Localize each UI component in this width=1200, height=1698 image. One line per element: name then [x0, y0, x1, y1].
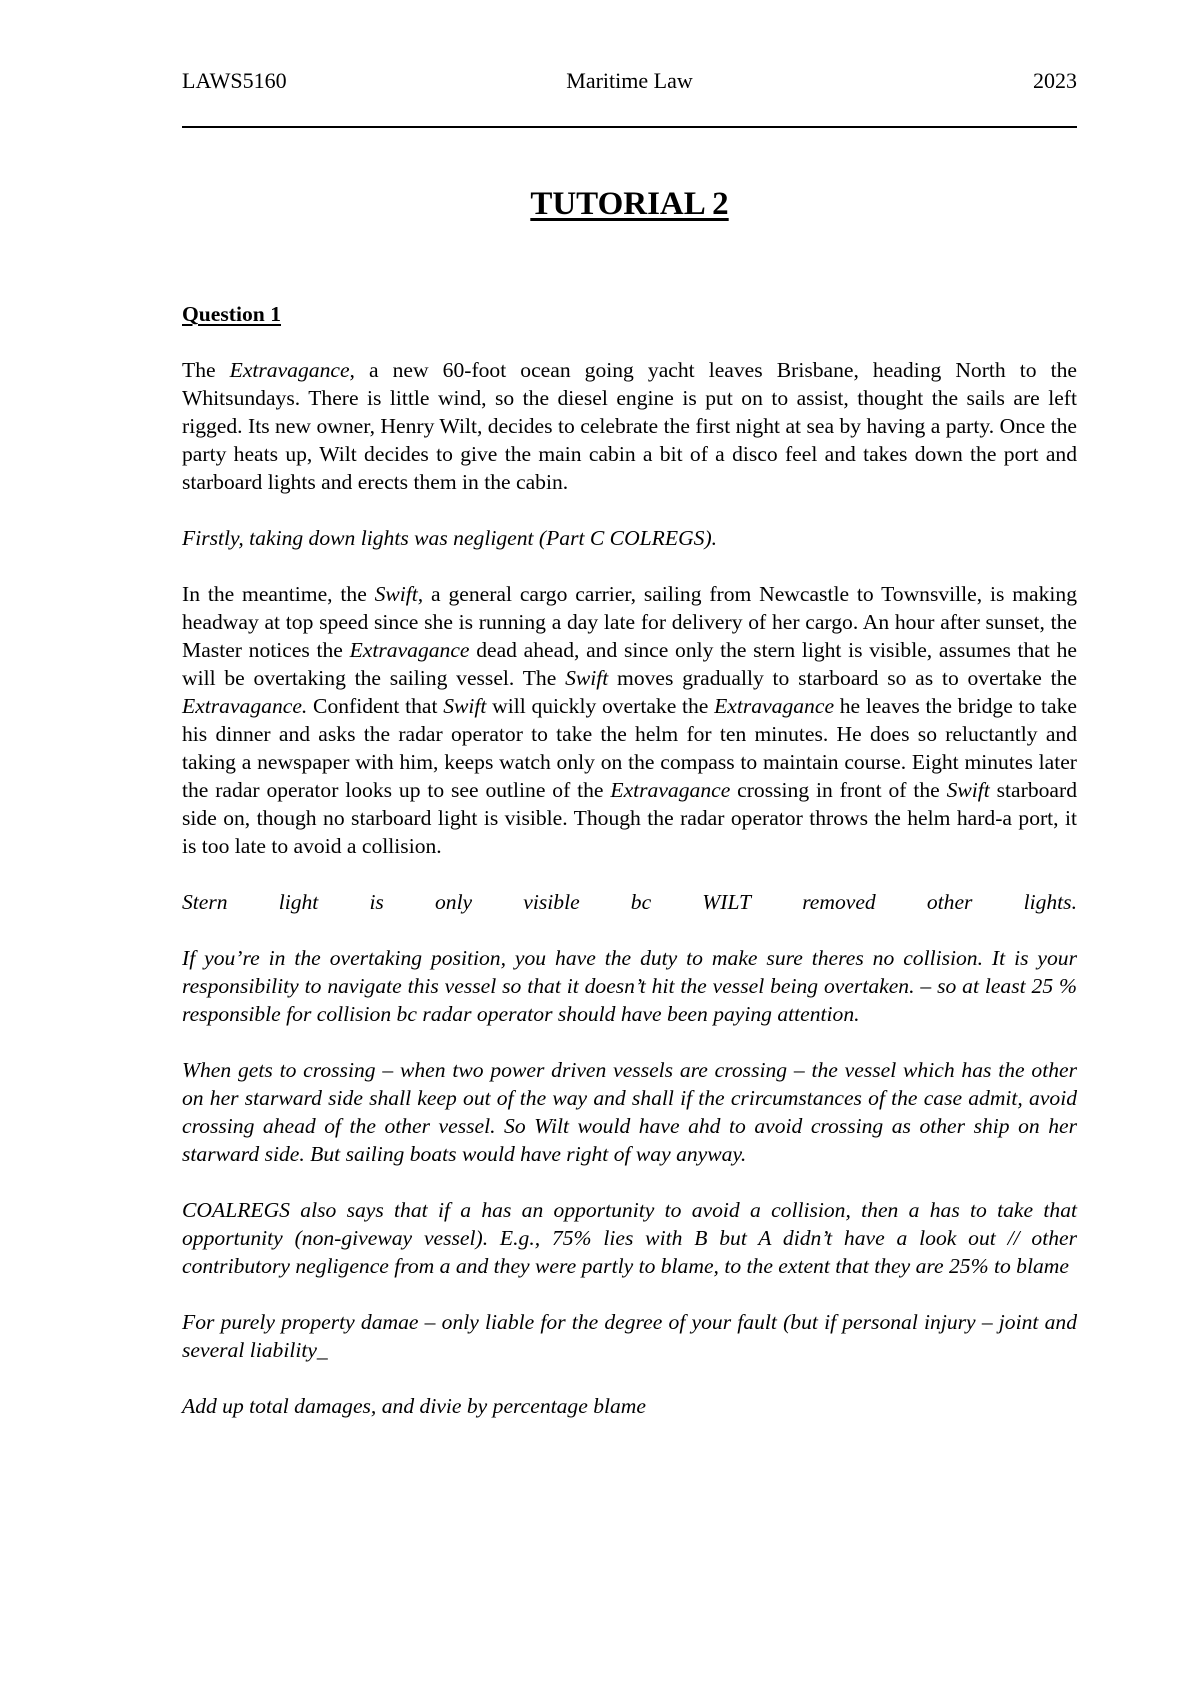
note-word: removed: [802, 890, 876, 914]
note-word: visible: [523, 890, 580, 914]
ship-name: Extravagance.: [182, 694, 308, 718]
scenario-text: dead ahead, and since only the stern light is visible, assumes that he will be overtaking the sailing vessel. The: [182, 638, 1077, 690]
scenario-text: a general cargo carrier, sailing from Newcastle to Townsville, is making headway at top speed since she is running a day late for delivery of her cargo. An hour after sunset, the Master notices the: [182, 582, 1077, 662]
ship-name: Extravagance,: [229, 358, 355, 382]
ship-name: Swift: [946, 778, 990, 802]
scenario-paragraph-1: [182, 356, 1077, 496]
header-course-name: Maritime Law: [566, 68, 693, 93]
scenario-text: crossing in front of the: [730, 778, 947, 802]
header-year: 2023: [1033, 68, 1077, 93]
scenario-text: In the meantime, the: [182, 582, 375, 606]
note-word: only: [434, 890, 473, 914]
note-word: light: [278, 890, 319, 914]
ship-name: Swift: [565, 666, 609, 690]
note-word: other: [926, 890, 973, 914]
note-word: Stern: [182, 890, 228, 914]
note-paragraph-4: When gets to crossing – when two power driven vessels are crossing – the vessel which has the other on her starward side shall keep out of the way and shall if the crircumstances of the case admit, avoid crossing ahead of the other vessel. So Wilt would have ahd to avoid crossing as other ship on her starward side. But sailing boats would have right of way anyway.: [182, 1058, 1077, 1166]
note-paragraph-2: [182, 888, 1077, 916]
note-word: is: [369, 890, 384, 914]
question-heading: Question 1: [182, 302, 281, 326]
note-word: lights.: [1023, 890, 1077, 914]
note-word: WILT: [702, 890, 752, 914]
note-paragraph-3: If you’re in the overtaking position, you have the duty to make sure theres no collision. It is your responsibility to navigate this vessel so that it doesn’t hit the vessel being overtaken. – so at least 25 % responsible for collision bc radar operator should have been paying attention.: [182, 946, 1077, 1026]
ship-name: Swift: [443, 694, 487, 718]
page-header: [182, 68, 1077, 104]
note-paragraph-6: For purely property damae – only liable for the degree of your fault (but if personal injury – joint and several liability_: [182, 1310, 1077, 1362]
ship-name: Extravagance: [714, 694, 835, 718]
note-paragraph-5: COALREGS also says that if a has an opportunity to avoid a collision, then a has to take that opportunity (non-giveway vessel). E.g., 75% lies with B but A didn’t have a look out // other contributory negligence from a and they were partly to blame, to the extent that they are 25% to blame: [182, 1198, 1077, 1278]
scenario-text: will quickly overtake the: [486, 694, 715, 718]
note-paragraph-7: Add up total damages, and divie by percentage blame: [182, 1394, 646, 1418]
ship-name: Extravagance: [349, 638, 470, 662]
page-title: TUTORIAL 2: [530, 186, 729, 222]
scenario-text: he leaves the bridge to take his dinner and asks the radar operator to take the helm for ten minutes. He does so reluctantly and taking a newspaper with him, keeps watch only on the compass to maintain course. Eight minutes later the radar operator looks up to see outline of the: [182, 694, 1077, 802]
scenario-text: Confident that: [307, 694, 444, 718]
document-body: [182, 300, 1077, 1448]
scenario-text: The: [182, 358, 230, 382]
header-rule: [182, 126, 1077, 128]
scenario-text: a new 60-foot ocean going yacht leaves Brisbane, heading North to the Whitsundays. There is little wind, so the diesel engine is put on to assist, thought the sails are left rigged. Its new owner, Henry Wilt, decides to celebrate the first night at sea by having a party. Once the party heats up, Wilt decides to give the main cabin a bit of a disco feel and takes down the port and starboard lights and erects them in the cabin.: [182, 358, 1077, 494]
header-course-code: LAWS5160: [182, 68, 287, 93]
ship-name: Swift,: [374, 582, 424, 606]
scenario-paragraph-2: [182, 580, 1077, 860]
question-heading-paragraph: [182, 300, 1077, 328]
note-paragraph-1: Firstly, taking down lights was negligent (Part C COLREGS).: [182, 526, 718, 550]
scenario-text: starboard side on, though no starboard light is visible. Though the radar operator throws the helm hard-a port, it is too late to avoid a collision.: [182, 778, 1077, 858]
note-word: bc: [630, 890, 652, 914]
ship-name: Extravagance: [610, 778, 731, 802]
scenario-text: moves gradually to starboard so as to overtake the: [608, 666, 1077, 690]
